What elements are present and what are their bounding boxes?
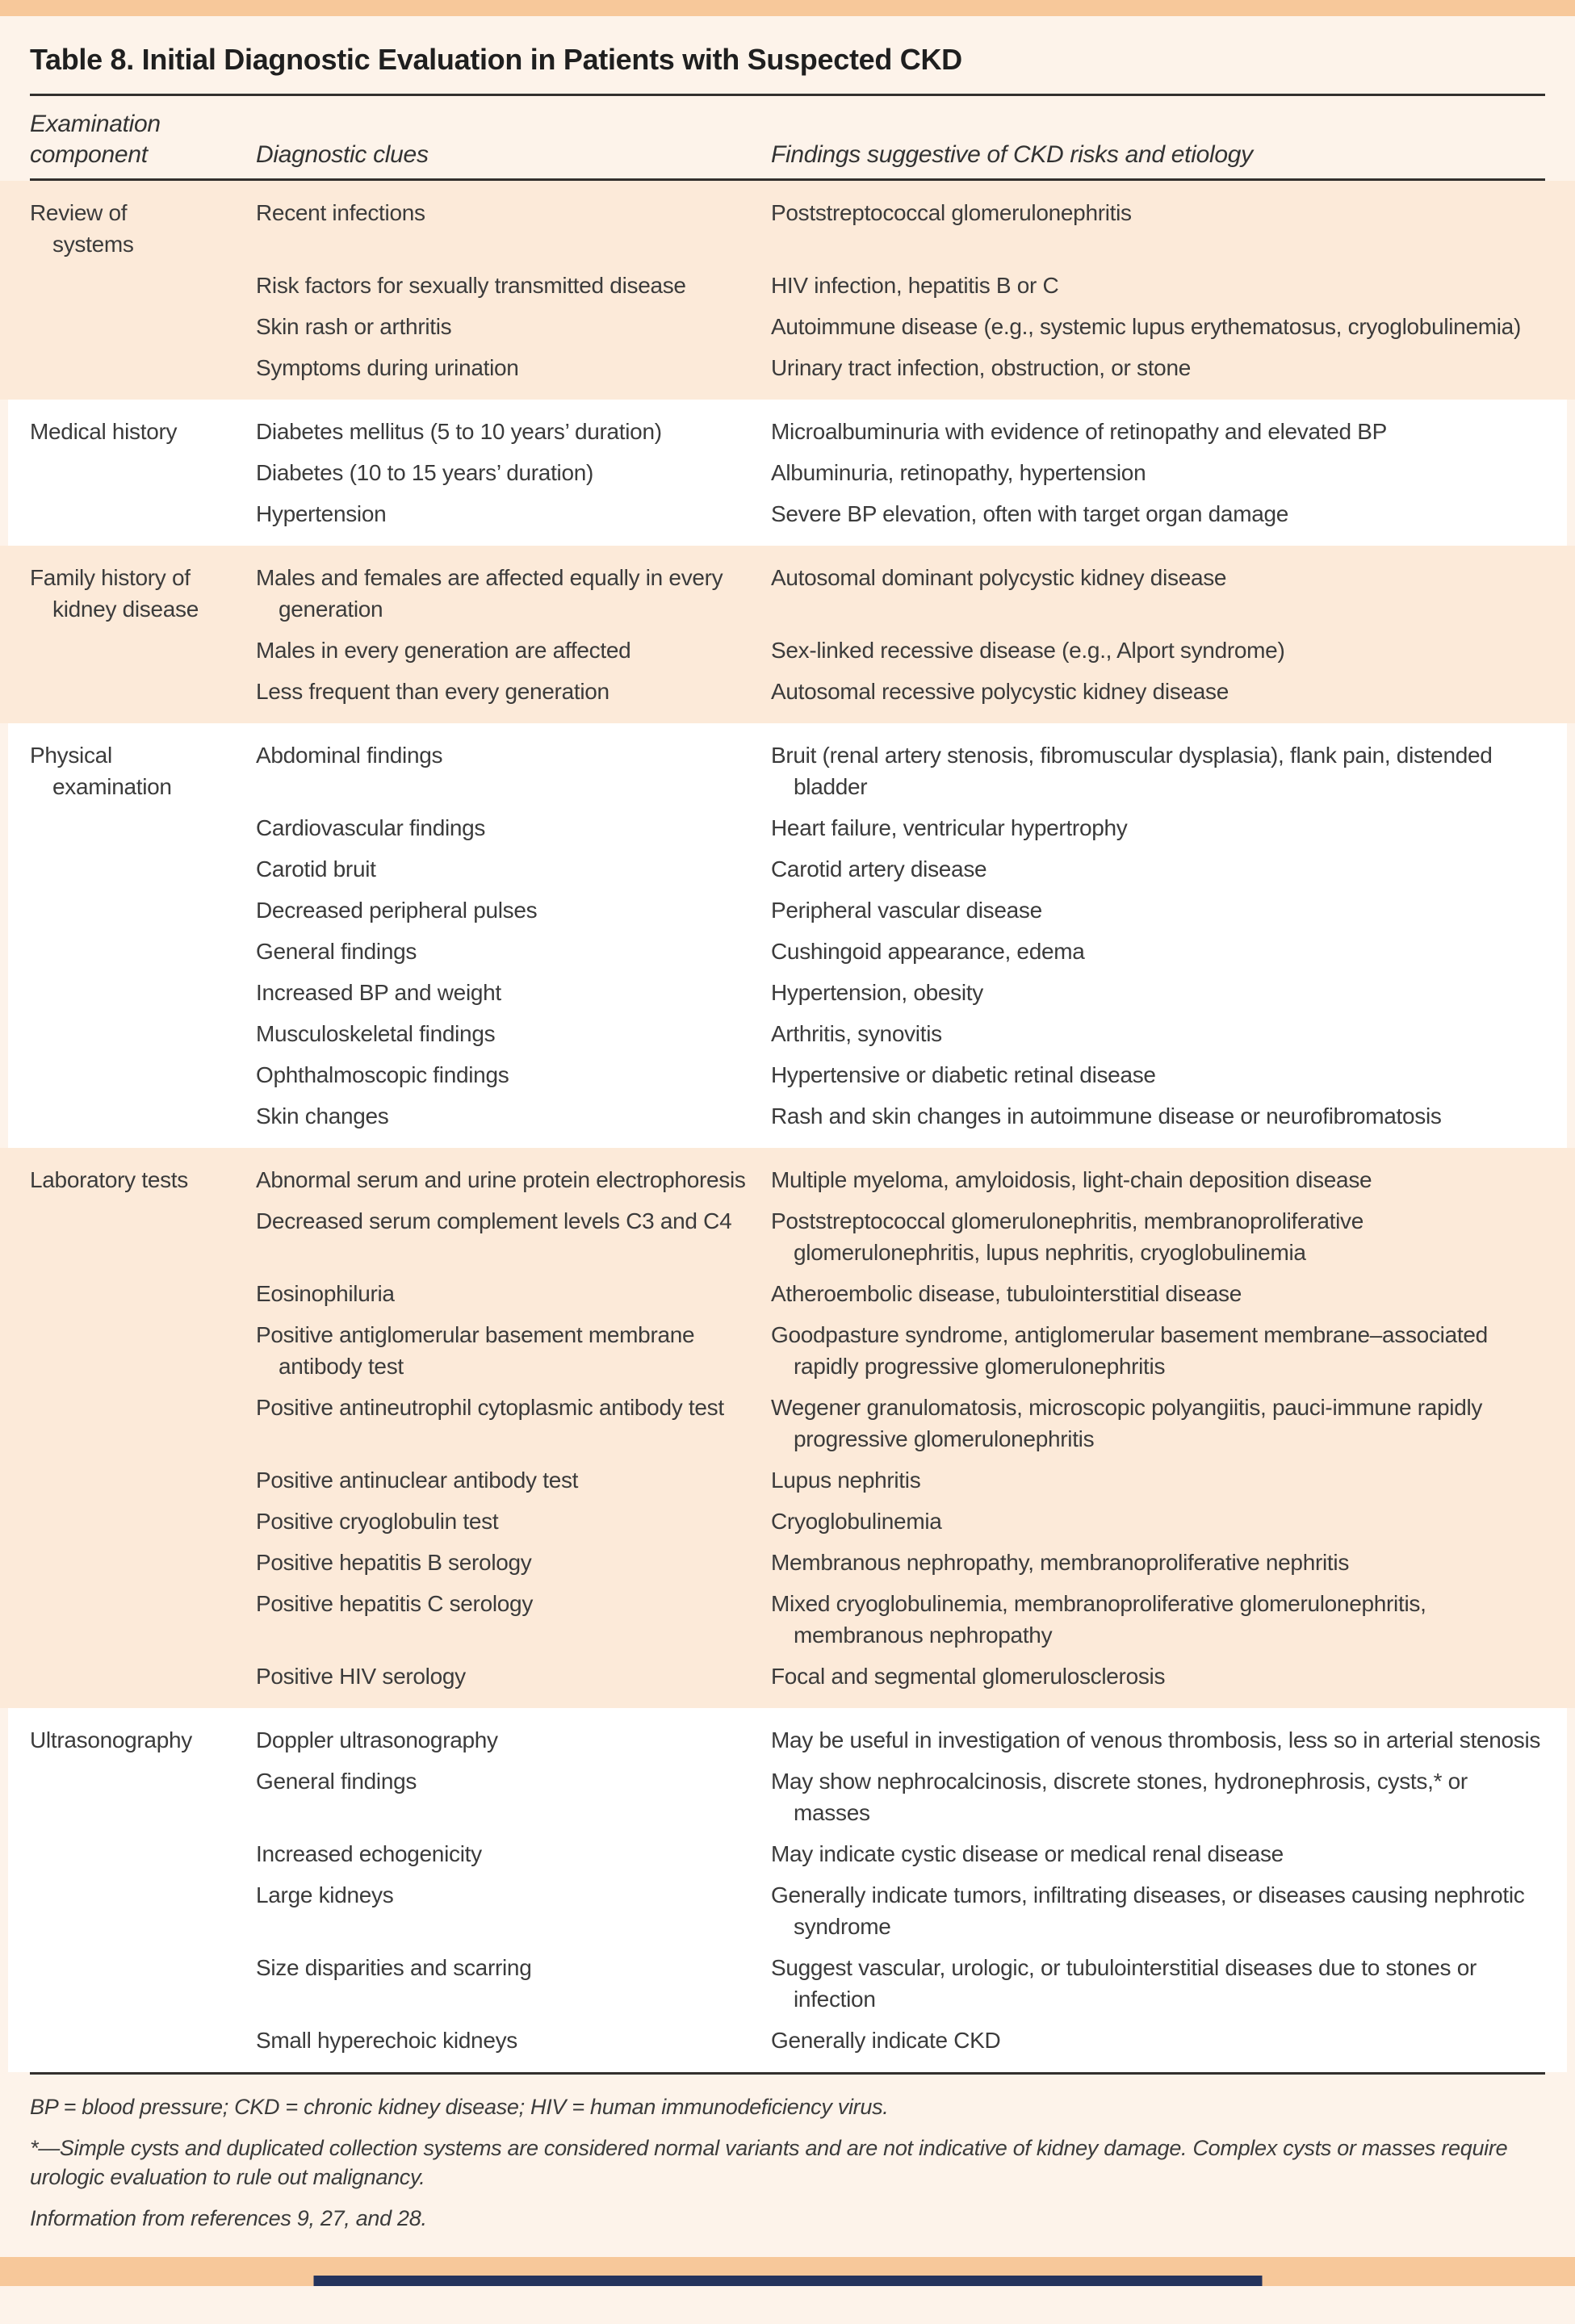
column-header-findings: Findings suggestive of CKD risks and etiology — [771, 141, 1253, 168]
table-row — [0, 1464, 1575, 1496]
table-row — [8, 1765, 1567, 1828]
table-row — [8, 498, 1567, 530]
table-row — [8, 812, 1567, 844]
finding-cell: May show nephrocalcinosis, discrete stones, hydronephrosis, cysts,* or masses — [771, 1769, 1468, 1825]
group-physical-examination — [8, 723, 1567, 1148]
finding-cell: Sex-linked recessive disease (e.g., Alport syndrome) — [771, 638, 1285, 663]
finding-cell: Cushingoid appearance, edema — [771, 939, 1085, 964]
component-cell: Ultrasonography — [30, 1727, 192, 1752]
component-cell: Family history of kidney disease — [30, 565, 199, 622]
component-cell: Medical history — [30, 419, 178, 444]
group-medical-history — [8, 400, 1567, 546]
clue-cell: Hypertension — [256, 501, 387, 526]
clue-cell: Positive hepatitis C serology — [256, 1591, 534, 1616]
clue-cell: General findings — [256, 939, 417, 964]
group-review-of-systems — [0, 181, 1575, 400]
group-ultrasonography — [8, 1708, 1567, 2072]
clue-cell: Decreased serum complement levels C3 and C4 — [256, 1208, 732, 1233]
finding-cell: Cryoglobulinemia — [771, 1509, 942, 1534]
component-cell: Review of systems — [30, 200, 134, 257]
clue-cell: Small hyperechoic kidneys — [256, 2028, 517, 2053]
finding-cell: HIV infection, hepatitis B or C — [771, 273, 1059, 298]
clue-cell: Positive hepatitis B serology — [256, 1550, 532, 1575]
finding-cell: Multiple myeloma, amyloidosis, light-chain deposition disease — [771, 1167, 1372, 1192]
clue-cell: Skin rash or arthritis — [256, 314, 452, 339]
table-row — [0, 1278, 1575, 1309]
finding-cell: Albuminuria, retinopathy, hypertension — [771, 460, 1146, 485]
component-cell: Laboratory tests — [30, 1167, 188, 1192]
footnote-asterisk: *—Simple cysts and duplicated collection systems are considered normal variants and are not indicative of kidney damage. Complex cysts or masses require urologic evaluation to rule out malignancy. — [30, 2136, 1508, 2189]
finding-cell: Generally indicate tumors, infiltrating diseases, or diseases causing nephrotic syndrome — [771, 1882, 1525, 1939]
finding-cell: Autosomal dominant polycystic kidney disease — [771, 565, 1227, 590]
table-row — [8, 2025, 1567, 2056]
table-row — [8, 1879, 1567, 1942]
finding-cell: Autosomal recessive polycystic kidney disease — [771, 679, 1229, 704]
table-row — [8, 1018, 1567, 1049]
top-orange-strip — [0, 0, 1575, 16]
table-row — [8, 1059, 1567, 1091]
table-row — [0, 676, 1575, 707]
finding-cell: Generally indicate CKD — [771, 2028, 1001, 2053]
table-row — [0, 1392, 1575, 1455]
column-header-diagnostic-clues: Diagnostic clues — [256, 141, 429, 168]
clue-cell: Cardiovascular findings — [256, 815, 486, 840]
finding-cell: Hypertension, obesity — [771, 980, 983, 1005]
clue-cell: Positive cryoglobulin test — [256, 1509, 499, 1534]
clue-cell: Size disparities and scarring — [256, 1955, 532, 1980]
finding-cell: Atheroembolic disease, tubulointerstitial disease — [771, 1281, 1242, 1306]
clue-cell: Decreased peripheral pulses — [256, 898, 538, 923]
finding-cell: Carotid artery disease — [771, 856, 987, 881]
clue-cell: Doppler ultrasonography — [256, 1727, 498, 1752]
table-row — [0, 1660, 1575, 1692]
component-cell: Physical examination — [30, 743, 172, 799]
clue-cell: Risk factors for sexually transmitted disease — [256, 273, 686, 298]
column-header-row — [0, 96, 1575, 178]
finding-cell: Autoimmune disease (e.g., systemic lupus erythematosus, cryoglobulinemia) — [771, 314, 1521, 339]
group-laboratory-tests — [0, 1148, 1575, 1708]
finding-cell: Rash and skin changes in autoimmune disease or neurofibromatosis — [771, 1103, 1442, 1129]
table-row — [8, 457, 1567, 488]
table-row — [0, 270, 1575, 301]
clue-cell: Positive antinuclear antibody test — [256, 1468, 579, 1493]
clue-cell: Skin changes — [256, 1103, 389, 1129]
clue-cell: Eosinophiluria — [256, 1281, 395, 1306]
clue-cell: Positive antineutrophil cytoplasmic antibody test — [256, 1395, 724, 1420]
finding-cell: Peripheral vascular disease — [771, 898, 1042, 923]
clue-cell: Positive antiglomerular basement membrane antibody test — [256, 1322, 695, 1379]
clue-cell: Musculoskeletal findings — [256, 1021, 496, 1046]
finding-cell: Wegener granulomatosis, microscopic polyangiitis, pauci-immune rapidly progressive glomerulonephritis — [771, 1395, 1483, 1451]
finding-cell: Lupus nephritis — [771, 1468, 921, 1493]
footnotes — [0, 2075, 1575, 2257]
table-row — [0, 1547, 1575, 1578]
clue-cell: Less frequent than every generation — [256, 679, 609, 704]
clue-cell: Diabetes mellitus (5 to 10 years’ duration) — [256, 419, 662, 444]
clue-cell: Ophthalmoscopic findings — [256, 1062, 509, 1087]
footnote-abbreviations: BP = blood pressure; CKD = chronic kidney disease; HIV = human immunodeficiency virus. — [30, 2095, 889, 2119]
clue-cell: Increased BP and weight — [256, 980, 501, 1005]
group-family-history — [0, 546, 1575, 723]
clue-cell: Carotid bruit — [256, 856, 376, 881]
table-row — [0, 634, 1575, 666]
finding-cell: Microalbuminuria with evidence of retinopathy and elevated BP — [771, 419, 1388, 444]
clue-cell: Abnormal serum and urine protein electrophoresis — [256, 1167, 746, 1192]
table-row — [0, 1588, 1575, 1651]
table-row — [8, 416, 1567, 447]
finding-cell: Focal and segmental glomerulosclerosis — [771, 1664, 1166, 1689]
table-row — [8, 1724, 1567, 1756]
table-row — [8, 1838, 1567, 1870]
clue-cell: Diabetes (10 to 15 years’ duration) — [256, 460, 594, 485]
footnote-references: Information from references 9, 27, and 28. — [30, 2206, 427, 2230]
finding-cell: Poststreptococcal glomerulonephritis, membranoproliferative glomerulonephritis, lupus nephritis, cryoglobulinemia — [771, 1208, 1363, 1265]
table-row — [8, 977, 1567, 1008]
finding-cell: May indicate cystic disease or medical renal disease — [771, 1841, 1284, 1866]
table-row — [8, 853, 1567, 885]
clue-cell: Positive HIV serology — [256, 1664, 466, 1689]
finding-cell: Bruit (renal artery stenosis, fibromuscular dysplasia), flank pain, distended bladder — [771, 743, 1493, 799]
table-row — [0, 1164, 1575, 1195]
bottom-orange-strip — [0, 2257, 1575, 2286]
table-title: Table 8. Initial Diagnostic Evaluation in Patients with Suspected CKD — [30, 43, 962, 76]
finding-cell: Poststreptococcal glomerulonephritis — [771, 200, 1132, 225]
bottom-navy-bar — [313, 2276, 1262, 2286]
table-row — [8, 739, 1567, 802]
clue-cell: Increased echogenicity — [256, 1841, 482, 1866]
table-row — [8, 936, 1567, 967]
table-row — [0, 352, 1575, 383]
finding-cell: May be useful in investigation of venous thrombosis, less so in arterial stenosis — [771, 1727, 1541, 1752]
clue-cell: Recent infections — [256, 200, 425, 225]
table-row — [0, 311, 1575, 342]
finding-cell: Arthritis, synovitis — [771, 1021, 942, 1046]
table-row — [0, 1319, 1575, 1382]
table-row — [8, 1952, 1567, 2015]
clue-cell: Males in every generation are affected — [256, 638, 631, 663]
finding-cell: Hypertensive or diabetic retinal disease — [771, 1062, 1156, 1087]
table-row — [0, 197, 1575, 260]
finding-cell: Urinary tract infection, obstruction, or stone — [771, 355, 1191, 380]
table-row — [0, 562, 1575, 625]
clue-cell: General findings — [256, 1769, 417, 1794]
table-row — [8, 1100, 1567, 1132]
clue-cell: Abdominal findings — [256, 743, 443, 768]
column-header-examination-component: Examination component — [30, 111, 161, 168]
clue-cell: Symptoms during urination — [256, 355, 519, 380]
clue-cell: Large kidneys — [256, 1882, 394, 1907]
finding-cell: Severe BP elevation, often with target organ damage — [771, 501, 1289, 526]
finding-cell: Suggest vascular, urologic, or tubulointerstitial diseases due to stones or infection — [771, 1955, 1477, 2012]
table-row — [8, 894, 1567, 926]
table-title-area — [0, 16, 1575, 77]
clue-cell: Males and females are affected equally in every generation — [256, 565, 723, 622]
table-row — [0, 1505, 1575, 1537]
finding-cell: Membranous nephropathy, membranoproliferative nephritis — [771, 1550, 1350, 1575]
table-row — [0, 1205, 1575, 1268]
finding-cell: Heart failure, ventricular hypertrophy — [771, 815, 1128, 840]
finding-cell: Goodpasture syndrome, antiglomerular basement membrane–associated rapidly progressive glomerulonephritis — [771, 1322, 1488, 1379]
finding-cell: Mixed cryoglobulinemia, membranoproliferative glomerulonephritis, membranous nephropathy — [771, 1591, 1426, 1648]
